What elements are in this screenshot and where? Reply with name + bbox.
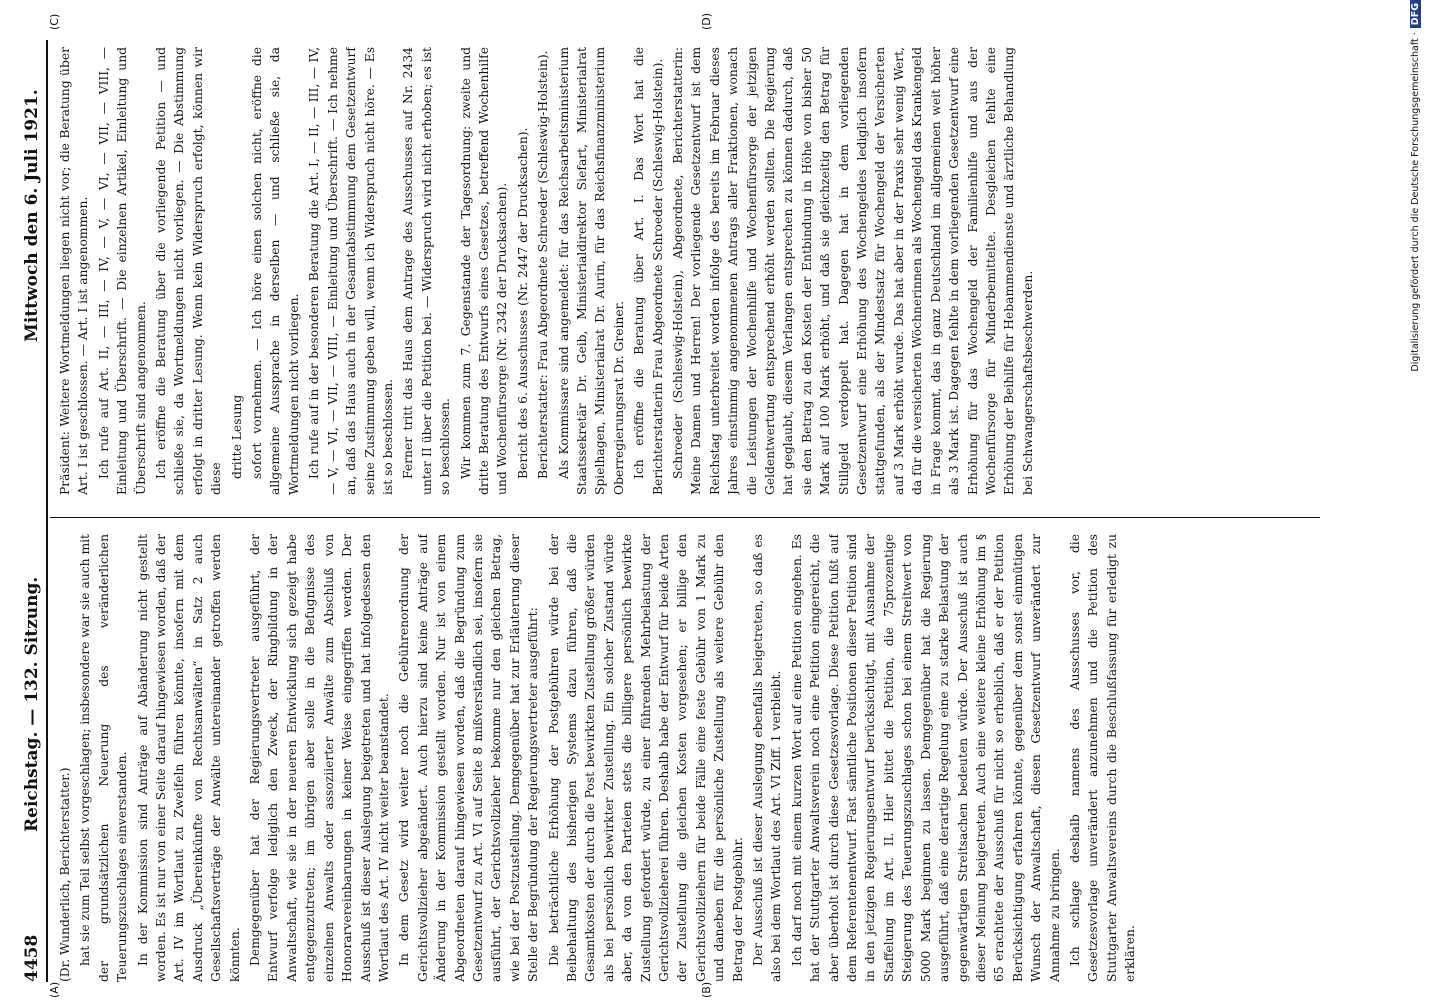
- digitization-credit: [1410, 0, 1430, 1000]
- paragraph: sofort vornehmen. — Ich höre einen solchen nicht, eröffne die allgemeine Aussprache in derselben — und schließe sie, da Wortmeldungen nicht vorliegen.: [250, 47, 301, 495]
- paragraph: Wir kommen zum 7. Gegenstande der Tagesordnung: zweite und dritte Beratung des Entwurfs eines Gesetzes, betreffend Wochenhilfe und Wochenfürsorge (Nr. 2342 der Drucksachen).: [458, 47, 510, 495]
- paragraph: Ich rufe auf Art. II, — III, — IV, — V, — VI, — VII, — VIII, — Einleitung und Überschrift. — Die einzelnen Artikel, Einleitung und Überschrift sind angenommen.: [96, 47, 148, 495]
- paragraph: Berichterstatter: Frau Abgeordnete Schroeder (Schleswig-Holstein).: [536, 50, 551, 479]
- paragraph: (Dr. Wunderlich, Berichterstatter.): [58, 767, 72, 982]
- paragraph: Als Kommissare sind angemeldet: für das Reichsarbeitsministerium Staatssekretär Dr. Geib, Ministerialdirektor Siefart, Ministerialrat Spielhagen, Ministerialrat Dr. Aurin, für das Reichsfinanzministerium Oberregierungsrat Dr. Greiner.: [556, 47, 626, 495]
- paragraph: Demgegenüber hat der Regierungsvertreter ausgeführt, der Entwurf verfolge lediglich den Zweck, der Ringbildung in der Anwaltschaft, wie sie in der neueren Entwicklung sich gezeigt habe entgegenzutreten; im übrigen aber solle in die Befugnisse des einzelnen Anwalts oder assoziierter Anwälte zum Abschluß von Honorarvereinbarungen in keiner Weise eingegriffen werden. Der Ausschuß ist dieser Auslegung beigetreten und hat infolgedessen den Wortlaut des Art. IV nicht weiter beanstandet.: [248, 534, 391, 982]
- paragraph: Ich eröffne die Beratung über Art. I. Das Wort hat die Berichterstatterin Frau Abgeordnete Schroeder (Schleswig-Holstein).: [632, 47, 665, 495]
- paragraph: Ich eröffne die Beratung über die vorliegende Petition — und schließe sie, da Wortmeldungen nicht vorliegen. — Die Abstimmung erfolgt in dritter Lesung. Wenn kein Widerspruch erfolgt, können wir diese: [154, 47, 224, 495]
- paragraph: Bericht des 6. Ausschusses (Nr. 2447 der Drucksachen).: [515, 127, 530, 479]
- paragraph: Präsident: Weitere Wortmeldungen liegen nicht vor; die Beratung über Art. I ist geschlossen. — Art. I ist angenommen.: [58, 47, 91, 495]
- running-header: [22, 40, 48, 982]
- paragraph: hat sie zum Teil selbst vorgeschlagen; insbesondere war sie auch mit der grundsätzlichen Neuerung des veränderlichen Teuerungszuschlages einverstanden.: [78, 534, 130, 982]
- dfg-logo: DFG: [1410, 0, 1421, 28]
- margin-marker-c: (C): [48, 13, 61, 30]
- paragraph: Der Ausschuß ist dieser Auslegung ebenfalls beigetreten, so daß es also bei dem Wortlaut des Art. VI Ziff. 1 verbleibt.: [751, 534, 784, 982]
- paragraph: Ich darf noch mit einem kurzen Wort auf eine Petition eingehen. Es hat der Stuttgarter Anwaltsverein noch eine Petition eingereicht, die aber überholt ist durch diese Gesetzesvorlage. Diese Petition fußt auf dem Referentenentwurf. Fast sämtliche Positionen dieser Petition sind in den jetzigen Regierungsentwurf berücksichtigt, mit Ausnahme der Staffelung im Art. II. Hier bittet die Petition, die 75prozentige Steigerung des Teuerungszuschlages schon bei einem Streitwert von 5000 Mark beginnen zu lassen. Demgegenüber hat die Regierung ausgeführt, daß eine derartige Regelung eine zu starke Belastung der gegenwärtigen Streitsachen bedeuten würde. Der Ausschuß ist auch dieser Meinung beigetreten. Auch eine weitere kleine Erhöhung im § 65 erachtete der Ausschuß für nicht so erheblich, daß er der Petition Berücksichtigung erfahren könnte, gegenüber dem sonst einmütigen Wunsch der Anwaltschaft, diesen Gesetzentwurf unverändert zur Annahme zu bringen.: [789, 534, 1062, 982]
- margin-marker-b: (B): [700, 981, 713, 998]
- paragraph: Die beträchtliche Erhöhung der Postgebühren würde bei der Beibehaltung des bisherigen Systems dazu führen, daß die Gesamtkosten der durch die Post bewirkten Zustellung größer würden als bei persönlich bewirkter Zustellung. Ein solcher Zustand würde aber, da von den Parteien stets die billigere persönlich bewirkte Zustellung gefordert würde, zu einer führenden Mehrbelastung der Gerichtsvollzieherei führen. Deshalb habe der Entwurf für beide Arten der Zustellung die gleichen Kosten vorgesehen; er billige den Gerichtsvollziehern für beide Fälle eine feste Gebühr von 1 Mark zu und daneben für die persönliche Zustellung als weitere Gebühr den Betrag der Postgebühr.: [546, 534, 745, 982]
- right-column: [56, 47, 1316, 495]
- column-rule: [50, 517, 1320, 518]
- paragraph: Ich rufe auf in der besonderen Beratung die Art. I, — II, — III, — IV, — V, — VI, — VII, — VIII, — Einleitung und Überschrift. — Ich nehme an, daß das Haus auch in der Gesamtabstimmung dem Gesetzentwurf seine Zustimmung geben will, wenn ich Widerspruch nicht höre. — Es ist so beschlossen.: [307, 47, 395, 495]
- paragraph: In der Kommission sind Anträge auf Abänderung nicht gestellt worden. Es ist nur von einer Seite darauf hingewiesen worden, daß der Art. IV im Wortlaut zu Zweifeln führen könnte, insofern mit dem Ausdruck „Übereinkünfte von Rechtsanwälten“ in Satz 2 auch Gesellschaftsverträge der Anwälte untereinander getroffen werden könnten.: [135, 534, 242, 982]
- left-column: [56, 534, 1316, 982]
- paragraph: Schroeder (Schleswig-Holstein), Abgeordnete, Berichterstatterin: Meine Damen und Herren! Der vorliegende Gesetzentwurf ist dem Reichstag unterbreitet worden infolge des bereits im Februar dieses Jahres einstimmig angenommenen Antrags aller Fraktionen, wonach die Leistungen der Wochenhilfe und Wochenfürsorge der jetzigen Geldentwertung entsprechend erhöht werden sollten. Die Regierung hat geglaubt, diesem Verlangen entsprechen zu können dadurch, daß sie den Betrag zu den Kosten der Entbindung in Höhe von bisher 50 Mark auf 100 Mark erhöht, und daß sie gleichzeitig den Betrag für Stillgeld verdoppelt hat. Dagegen hat in dem vorliegenden Gesetzentwurf eine Erhöhung des Wochengeldes lediglich insofern stattgefunden, als der Mindestsatz für Wochengeld der Versicherten auf 3 Mark erhöht wurde. Das hat aber in der Praxis sehr wenig Wert, da für die versicherten Wöchnerinnen als Wochengeld das Krankengeld in Frage kommt, das in ganz Deutschland im allgemeinen weit höher als 3 Mark ist. Dagegen fehlte in dem vorliegenden Gesetzentwurf eine Erhöhung für das Wochengeld der Familienhilfe und aus der Wochenfürsorge für Minderbemittelte. Desgleichen fehlte eine Erhöhung der Beihilfe für Hebammendienste und ärztliche Behandlung bei Schwangerschaftsbeschwerden.: [671, 47, 1035, 495]
- paragraph: Ich schlage deshalb namens des Ausschusses vor, die Gesetzesvorlage unverändert anzunehmen und die Petition des Stuttgarter Anwaltsvereins durch die Beschlußfassung für erledigt zu erklären.: [1067, 534, 1138, 982]
- page-number: 4458: [22, 934, 42, 982]
- left-title: Reichstag. — 132. Sitzung.: [22, 576, 42, 832]
- margin-marker-d: (D): [700, 12, 713, 30]
- margin-marker-a: (A): [48, 981, 61, 998]
- right-title: Mittwoch den 6. Juli 1921.: [22, 89, 42, 342]
- credit-text: Digitalisierung gefördert durch die Deutsche Forschungsgemeinschaft ·: [1410, 32, 1421, 372]
- paragraph: Ferner tritt das Haus dem Antrage des Ausschusses auf Nr. 2434 unter II über die Petition bei. — Widerspruch wird nicht erhoben; es ist so beschlossen.: [401, 47, 453, 495]
- paragraph: In dem Gesetz wird weiter noch die Gebührenordnung der Gerichtsvollzieher abgeändert. Auch hierzu sind keine Anträge auf Änderung in der Kommission gestellt worden. Nur ist von einem Abgeordneten darauf hingewiesen worden, daß die Begründung zum Gesetzentwurf zu Art. VI auf Seite 8 mißverständlich sei, insofern sie ausführt, der Gerichtsvollzieher bekomme nur den gleichen Betrag, wie bei der Postzustellung. Demgegenüber hat zur Erläuterung dieser Stelle der Begründung der Regierungsvertreter ausgeführt:: [397, 534, 541, 982]
- paragraph: dritte Lesung: [229, 394, 244, 479]
